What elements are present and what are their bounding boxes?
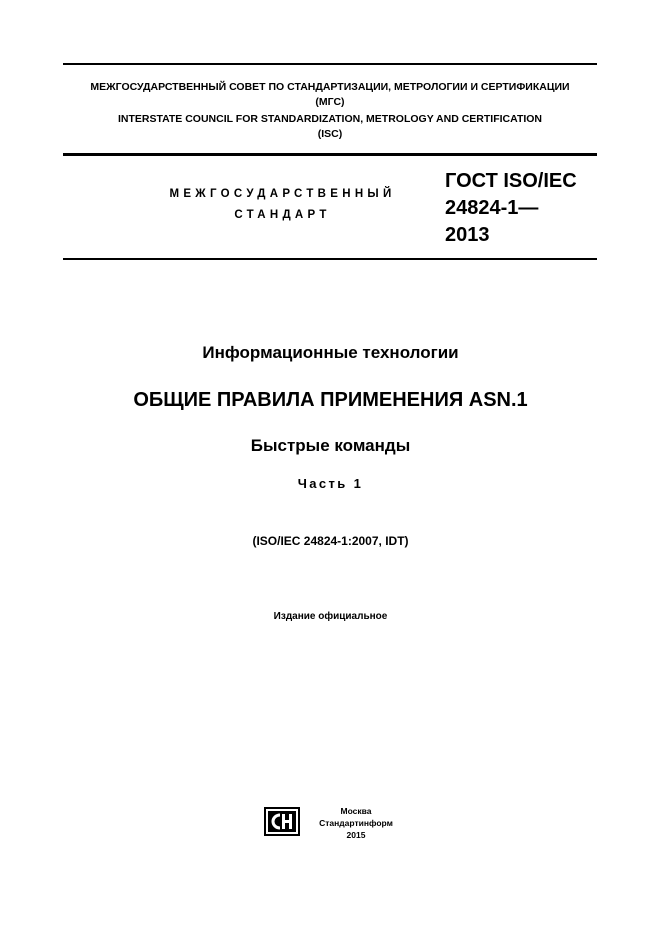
council-ru-block xyxy=(63,80,597,110)
standard-type xyxy=(140,184,425,226)
bottom-divider xyxy=(63,258,597,260)
standard-number-line2: 24824-1— xyxy=(445,197,539,219)
title-field: Информационные технологии xyxy=(202,343,459,362)
top-divider xyxy=(63,63,597,65)
standard-type-line1: МЕЖГОСУДАРСТВЕННЫЙ xyxy=(169,188,396,200)
council-en-block xyxy=(63,112,597,142)
standard-number-line1: ГОСТ ISO/IEC xyxy=(445,170,577,192)
council-ru-name: МЕЖГОСУДАРСТВЕННЫЙ СОВЕТ ПО СТАНДАРТИЗАЦИИ, МЕТРОЛОГИИ И СЕРТИФИКАЦИИ xyxy=(90,81,570,93)
council-ru-abbr: (МГС) xyxy=(315,96,345,108)
title-subtitle: Быстрые команды xyxy=(250,436,411,455)
publisher-block xyxy=(306,805,406,841)
publisher-name: Стандартинформ xyxy=(319,818,393,828)
standard-number-line3: 2013 xyxy=(445,224,490,246)
edition-note: Издание официальное xyxy=(273,611,388,622)
international-reference: (ISO/IEC 24824-1:2007, IDT) xyxy=(252,534,409,548)
standard-type-line2: СТАНДАРТ xyxy=(234,209,331,221)
title-main: ОБЩИЕ ПРАВИЛА ПРИМЕНЕНИЯ ASN.1 xyxy=(133,389,528,411)
publisher-year: 2015 xyxy=(346,830,366,840)
standartinform-logo-icon xyxy=(264,807,300,836)
council-en-name: INTERSTATE COUNCIL FOR STANDARDIZATION, METROLOGY AND CERTIFICATION xyxy=(117,113,543,125)
publisher-city: Москва xyxy=(340,806,372,816)
middle-divider xyxy=(63,153,597,156)
standard-number xyxy=(445,168,605,249)
council-en-abbr: (ISC) xyxy=(317,128,343,140)
title-part: Часть 1 xyxy=(297,476,364,491)
